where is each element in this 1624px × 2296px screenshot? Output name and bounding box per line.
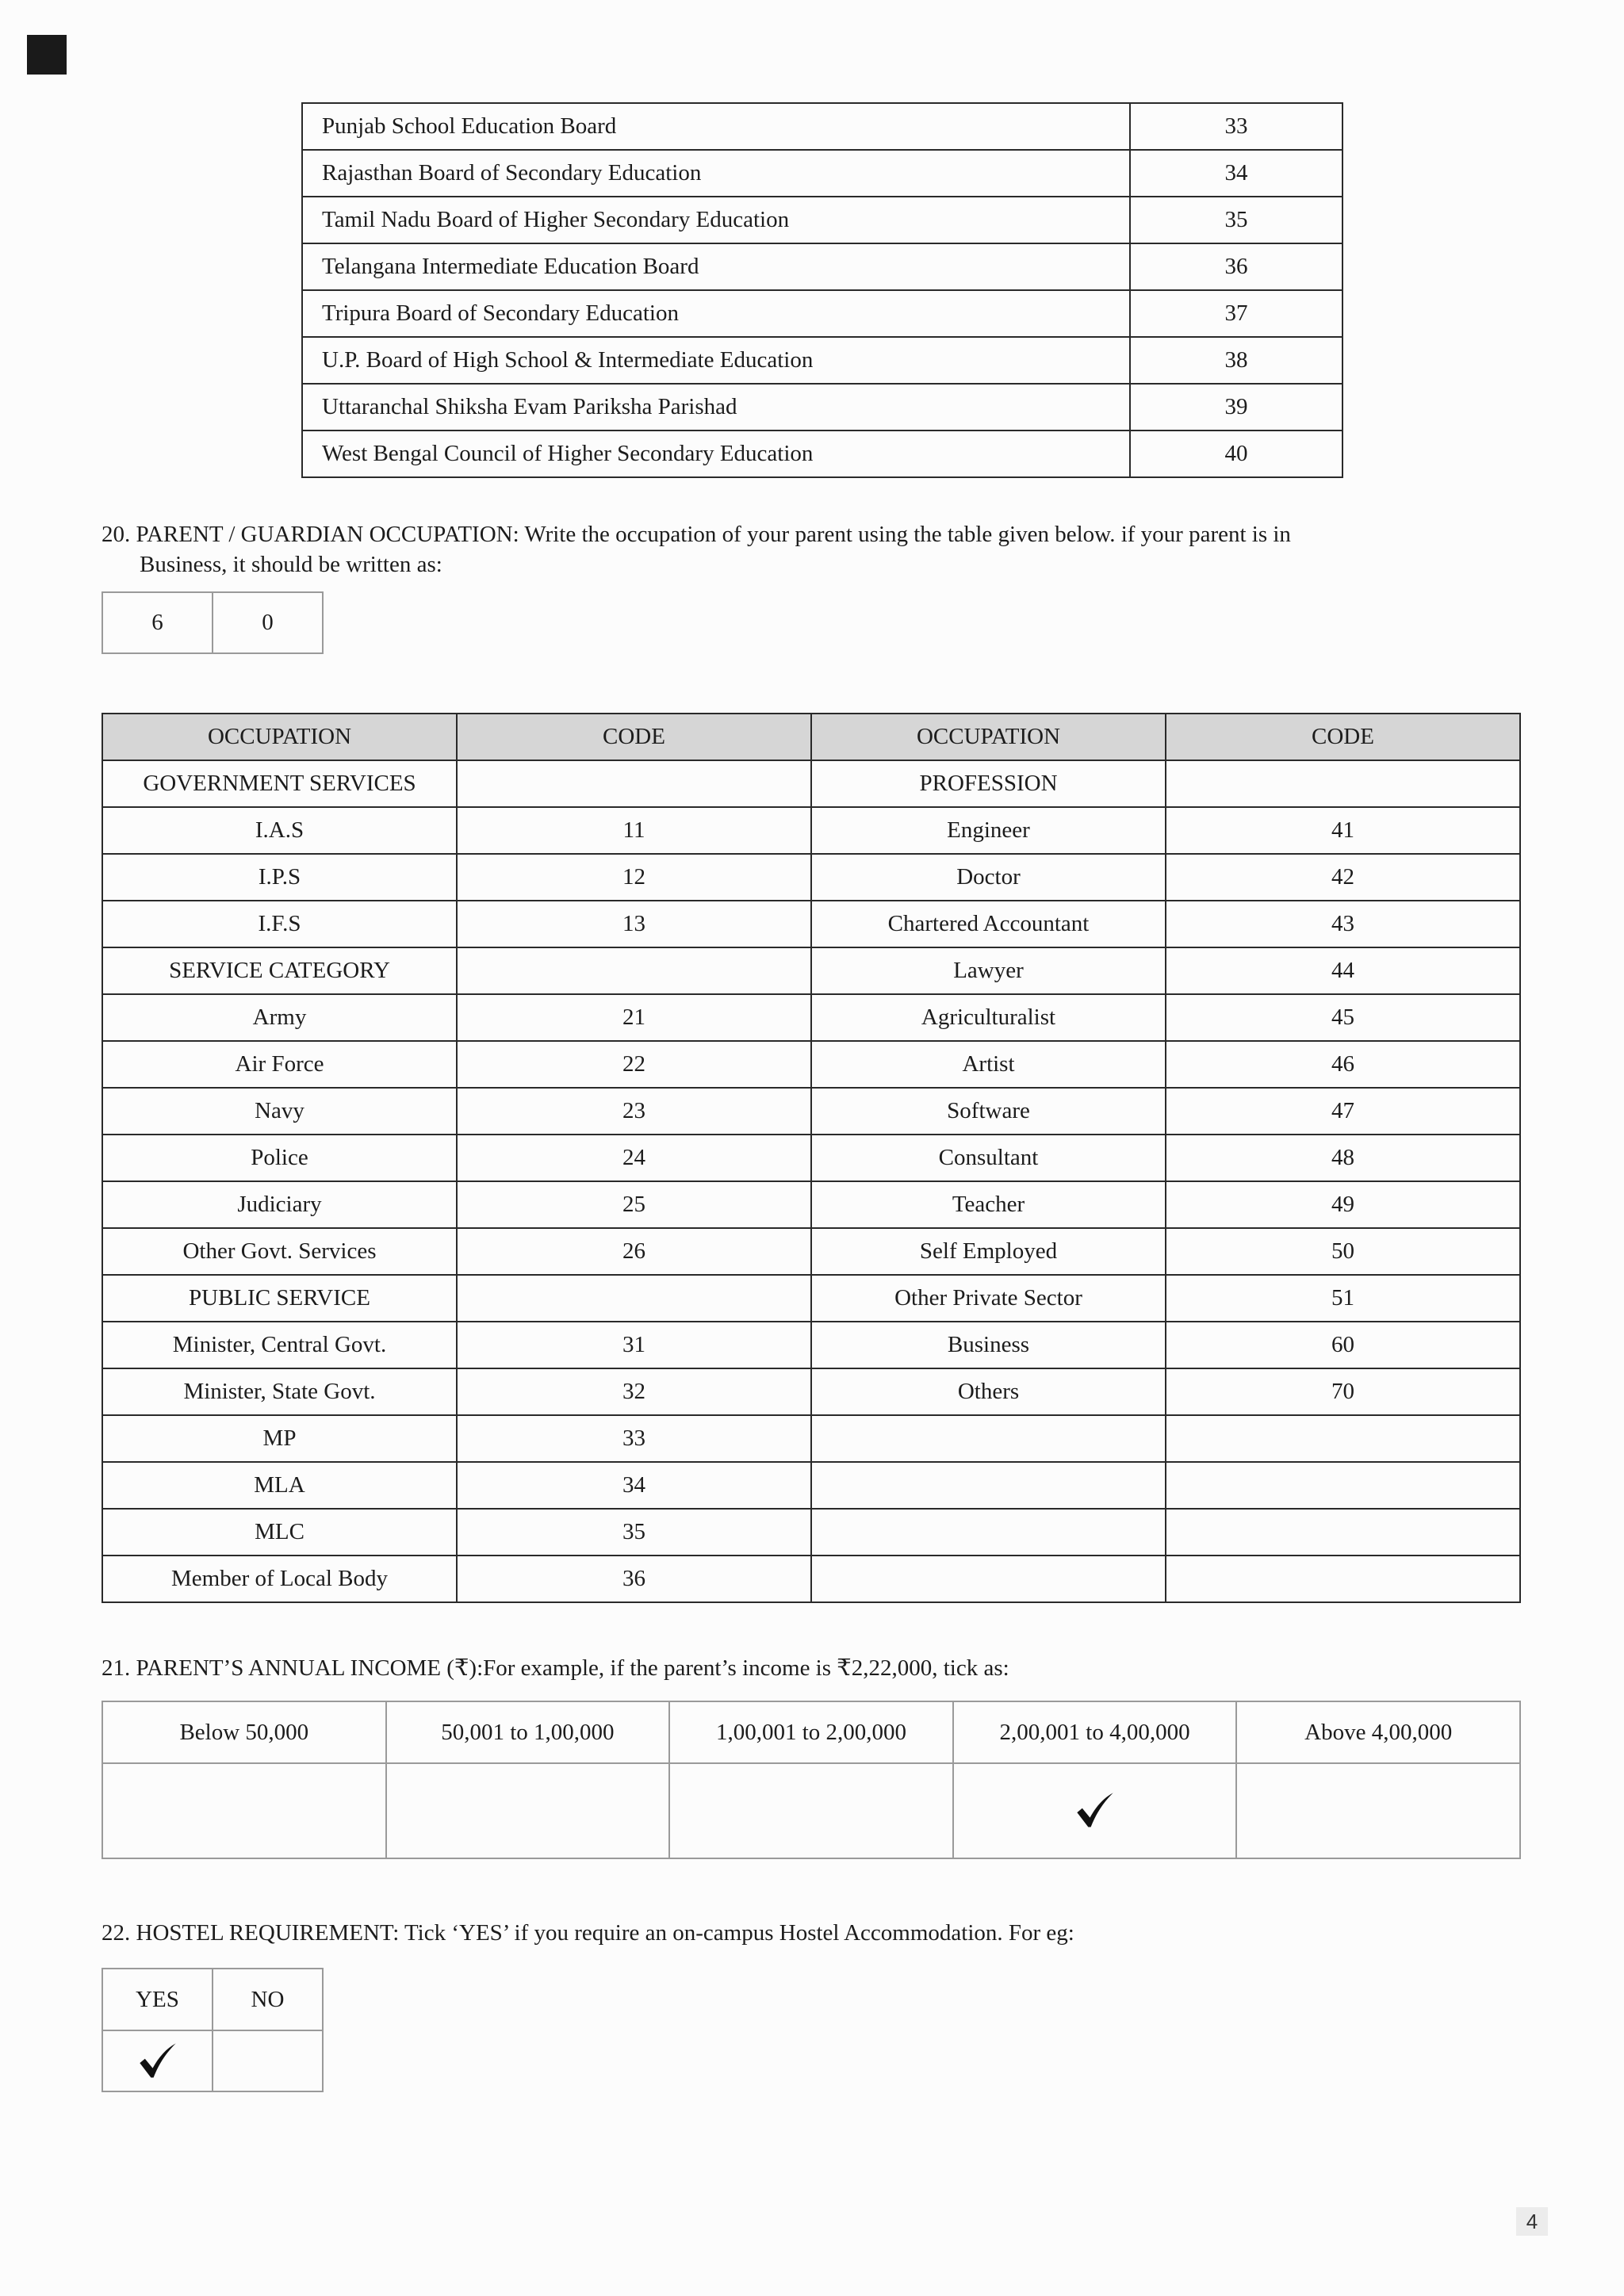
occupation-name: I.P.S — [102, 854, 457, 901]
income-tick-cell — [102, 1763, 386, 1858]
table-row — [102, 994, 1520, 1041]
table-row — [302, 103, 1342, 150]
table-row — [102, 947, 1520, 994]
registration-mark — [27, 35, 67, 75]
income-bracket-label: 1,00,001 to 2,00,000 — [669, 1701, 953, 1763]
board-code: 34 — [1130, 150, 1342, 197]
occupation-name: I.A.S — [102, 807, 457, 854]
occupation-name: MLA — [102, 1462, 457, 1509]
board-code: 37 — [1130, 290, 1342, 337]
occupation-code: 35 — [457, 1509, 811, 1556]
table-row — [102, 1509, 1520, 1556]
occupation-code: 51 — [1166, 1275, 1520, 1322]
table-row — [102, 1041, 1520, 1088]
income-tick-cell — [386, 1763, 670, 1858]
occupation-name: Minister, State Govt. — [102, 1368, 457, 1415]
occupation-code: 31 — [457, 1322, 811, 1368]
occupation-code: 33 — [457, 1415, 811, 1462]
board-code: 33 — [1130, 103, 1342, 150]
table-row — [302, 150, 1342, 197]
occupation-name: Judiciary — [102, 1181, 457, 1228]
table-row — [102, 1135, 1520, 1181]
occupation-name: Air Force — [102, 1041, 457, 1088]
hostel-option-no: NO — [213, 1969, 323, 2030]
occupation-name: Chartered Accountant — [811, 901, 1166, 947]
occupation-name: PUBLIC SERVICE — [102, 1275, 457, 1322]
occupation-name: MP — [102, 1415, 457, 1462]
occupation-name: I.F.S — [102, 901, 457, 947]
board-name: Uttaranchal Shiksha Evam Pariksha Parishad — [302, 384, 1130, 430]
occupation-code: 25 — [457, 1181, 811, 1228]
occupation-name: Self Employed — [811, 1228, 1166, 1275]
occupation-code — [1166, 1556, 1520, 1602]
occupation-name: Navy — [102, 1088, 457, 1135]
hostel-requirement-table — [102, 1968, 324, 2092]
board-name: Tripura Board of Secondary Education — [302, 290, 1130, 337]
occupation-code — [457, 1275, 811, 1322]
occupation-name: MLC — [102, 1509, 457, 1556]
occupation-code: 50 — [1166, 1228, 1520, 1275]
income-bracket-label: 50,001 to 1,00,000 — [386, 1701, 670, 1763]
occupation-code: 36 — [457, 1556, 811, 1602]
occupation-code: 60 — [1166, 1322, 1520, 1368]
board-name: U.P. Board of High School & Intermediate Education — [302, 337, 1130, 384]
table-row — [102, 1368, 1520, 1415]
occupation-name — [811, 1462, 1166, 1509]
occupation-name: Artist — [811, 1041, 1166, 1088]
occupation-code — [1166, 1415, 1520, 1462]
occupation-name: Agriculturalist — [811, 994, 1166, 1041]
board-name: Tamil Nadu Board of Higher Secondary Education — [302, 197, 1130, 243]
page-number: 4 — [1516, 2207, 1548, 2236]
hostel-tick-row — [102, 2030, 323, 2091]
income-tick-cell — [953, 1763, 1237, 1858]
occupation-name: SERVICE CATEGORY — [102, 947, 457, 994]
board-code: 40 — [1130, 430, 1342, 477]
table-row — [302, 243, 1342, 290]
occupation-name: Consultant — [811, 1135, 1166, 1181]
income-header-row — [102, 1701, 1520, 1763]
occupation-code: 44 — [1166, 947, 1520, 994]
occupation-code — [457, 947, 811, 994]
occupation-code: 46 — [1166, 1041, 1520, 1088]
table-row — [102, 760, 1520, 807]
occupation-code: 47 — [1166, 1088, 1520, 1135]
occupation-name: Minister, Central Govt. — [102, 1322, 457, 1368]
question-20-instructions — [102, 519, 1529, 580]
occupation-code: 11 — [457, 807, 811, 854]
occupation-name: Other Private Sector — [811, 1275, 1166, 1322]
table-row — [102, 1556, 1520, 1602]
table-row — [102, 1415, 1520, 1462]
question-20-line-1: 20. PARENT / GUARDIAN OCCUPATION: Write the occupation of your parent using the table given below. if your parent is in — [102, 522, 1291, 547]
table-row — [302, 337, 1342, 384]
occupation-code: 22 — [457, 1041, 811, 1088]
hostel-tick-cell — [102, 2030, 213, 2091]
board-name: Rajasthan Board of Secondary Education — [302, 150, 1130, 197]
table-header-row — [102, 714, 1520, 760]
table-row — [102, 1462, 1520, 1509]
occupation-name: GOVERNMENT SERVICES — [102, 760, 457, 807]
occupation-code: 13 — [457, 901, 811, 947]
occupation-code: 45 — [1166, 994, 1520, 1041]
income-bracket-label: Above 4,00,000 — [1236, 1701, 1520, 1763]
table-row — [302, 430, 1342, 477]
occupation-name — [811, 1415, 1166, 1462]
hostel-tick-cell — [213, 2030, 323, 2091]
board-name: West Bengal Council of Higher Secondary Education — [302, 430, 1130, 477]
occupation-code: 34 — [457, 1462, 811, 1509]
board-code-table — [301, 102, 1343, 478]
board-name: Punjab School Education Board — [302, 103, 1130, 150]
question-21-instructions: 21. PARENT’S ANNUAL INCOME (₹):For example, if the parent’s income is ₹2,22,000, tick as: — [102, 1655, 1009, 1681]
occupation-name: Business — [811, 1322, 1166, 1368]
occupation-code: 24 — [457, 1135, 811, 1181]
occupation-name: Police — [102, 1135, 457, 1181]
occupation-code: 21 — [457, 994, 811, 1041]
board-code: 35 — [1130, 197, 1342, 243]
occupation-code: 12 — [457, 854, 811, 901]
table-row — [302, 384, 1342, 430]
table-row — [102, 1228, 1520, 1275]
table-row — [302, 290, 1342, 337]
table-row — [102, 901, 1520, 947]
table-row — [102, 807, 1520, 854]
occupation-code: 23 — [457, 1088, 811, 1135]
occupation-code: 70 — [1166, 1368, 1520, 1415]
income-bracket-table — [102, 1701, 1521, 1859]
hostel-option-yes: YES — [102, 1969, 213, 2030]
occupation-name: PROFESSION — [811, 760, 1166, 807]
table-row — [302, 197, 1342, 243]
example-digit-box: 0 — [213, 592, 323, 653]
occupation-code: 41 — [1166, 807, 1520, 854]
example-digit-box: 6 — [102, 592, 213, 653]
occupation-code — [1166, 760, 1520, 807]
hostel-header-row — [102, 1969, 323, 2030]
occupation-code: 26 — [457, 1228, 811, 1275]
column-header-code: CODE — [1166, 714, 1520, 760]
income-bracket-label: Below 50,000 — [102, 1701, 386, 1763]
column-header-occupation: OCCUPATION — [102, 714, 457, 760]
income-bracket-label: 2,00,001 to 4,00,000 — [953, 1701, 1237, 1763]
checkmark-icon — [1074, 1789, 1116, 1832]
occupation-code — [1166, 1509, 1520, 1556]
board-code: 39 — [1130, 384, 1342, 430]
occupation-name: Others — [811, 1368, 1166, 1415]
occupation-code: 48 — [1166, 1135, 1520, 1181]
occupation-name: Teacher — [811, 1181, 1166, 1228]
income-tick-row — [102, 1763, 1520, 1858]
question-22-instructions: 22. HOSTEL REQUIREMENT: Tick ‘YES’ if you require an on-campus Hostel Accommodation. For eg: — [102, 1920, 1074, 1946]
occupation-name: Engineer — [811, 807, 1166, 854]
occupation-name — [811, 1556, 1166, 1602]
table-row — [102, 854, 1520, 901]
question-20-line-2: Business, it should be written as: — [140, 552, 442, 577]
income-tick-cell — [669, 1763, 953, 1858]
occupation-name — [811, 1509, 1166, 1556]
table-row — [102, 1275, 1520, 1322]
occupation-code — [457, 760, 811, 807]
occupation-code-table — [102, 713, 1521, 1603]
occupation-name: Other Govt. Services — [102, 1228, 457, 1275]
board-code: 36 — [1130, 243, 1342, 290]
table-row — [102, 1181, 1520, 1228]
income-tick-cell — [1236, 1763, 1520, 1858]
column-header-code: CODE — [457, 714, 811, 760]
occupation-code: 32 — [457, 1368, 811, 1415]
occupation-name: Lawyer — [811, 947, 1166, 994]
board-code: 38 — [1130, 337, 1342, 384]
table-row — [102, 1088, 1520, 1135]
column-header-occupation: OCCUPATION — [811, 714, 1166, 760]
occupation-example-boxes — [102, 591, 324, 654]
occupation-name: Software — [811, 1088, 1166, 1135]
occupation-name: Member of Local Body — [102, 1556, 457, 1602]
occupation-code: 43 — [1166, 901, 1520, 947]
board-name: Telangana Intermediate Education Board — [302, 243, 1130, 290]
checkmark-icon — [136, 2040, 179, 2083]
occupation-name: Doctor — [811, 854, 1166, 901]
occupation-name: Army — [102, 994, 457, 1041]
occupation-code: 42 — [1166, 854, 1520, 901]
table-row — [102, 1322, 1520, 1368]
occupation-code — [1166, 1462, 1520, 1509]
occupation-code: 49 — [1166, 1181, 1520, 1228]
